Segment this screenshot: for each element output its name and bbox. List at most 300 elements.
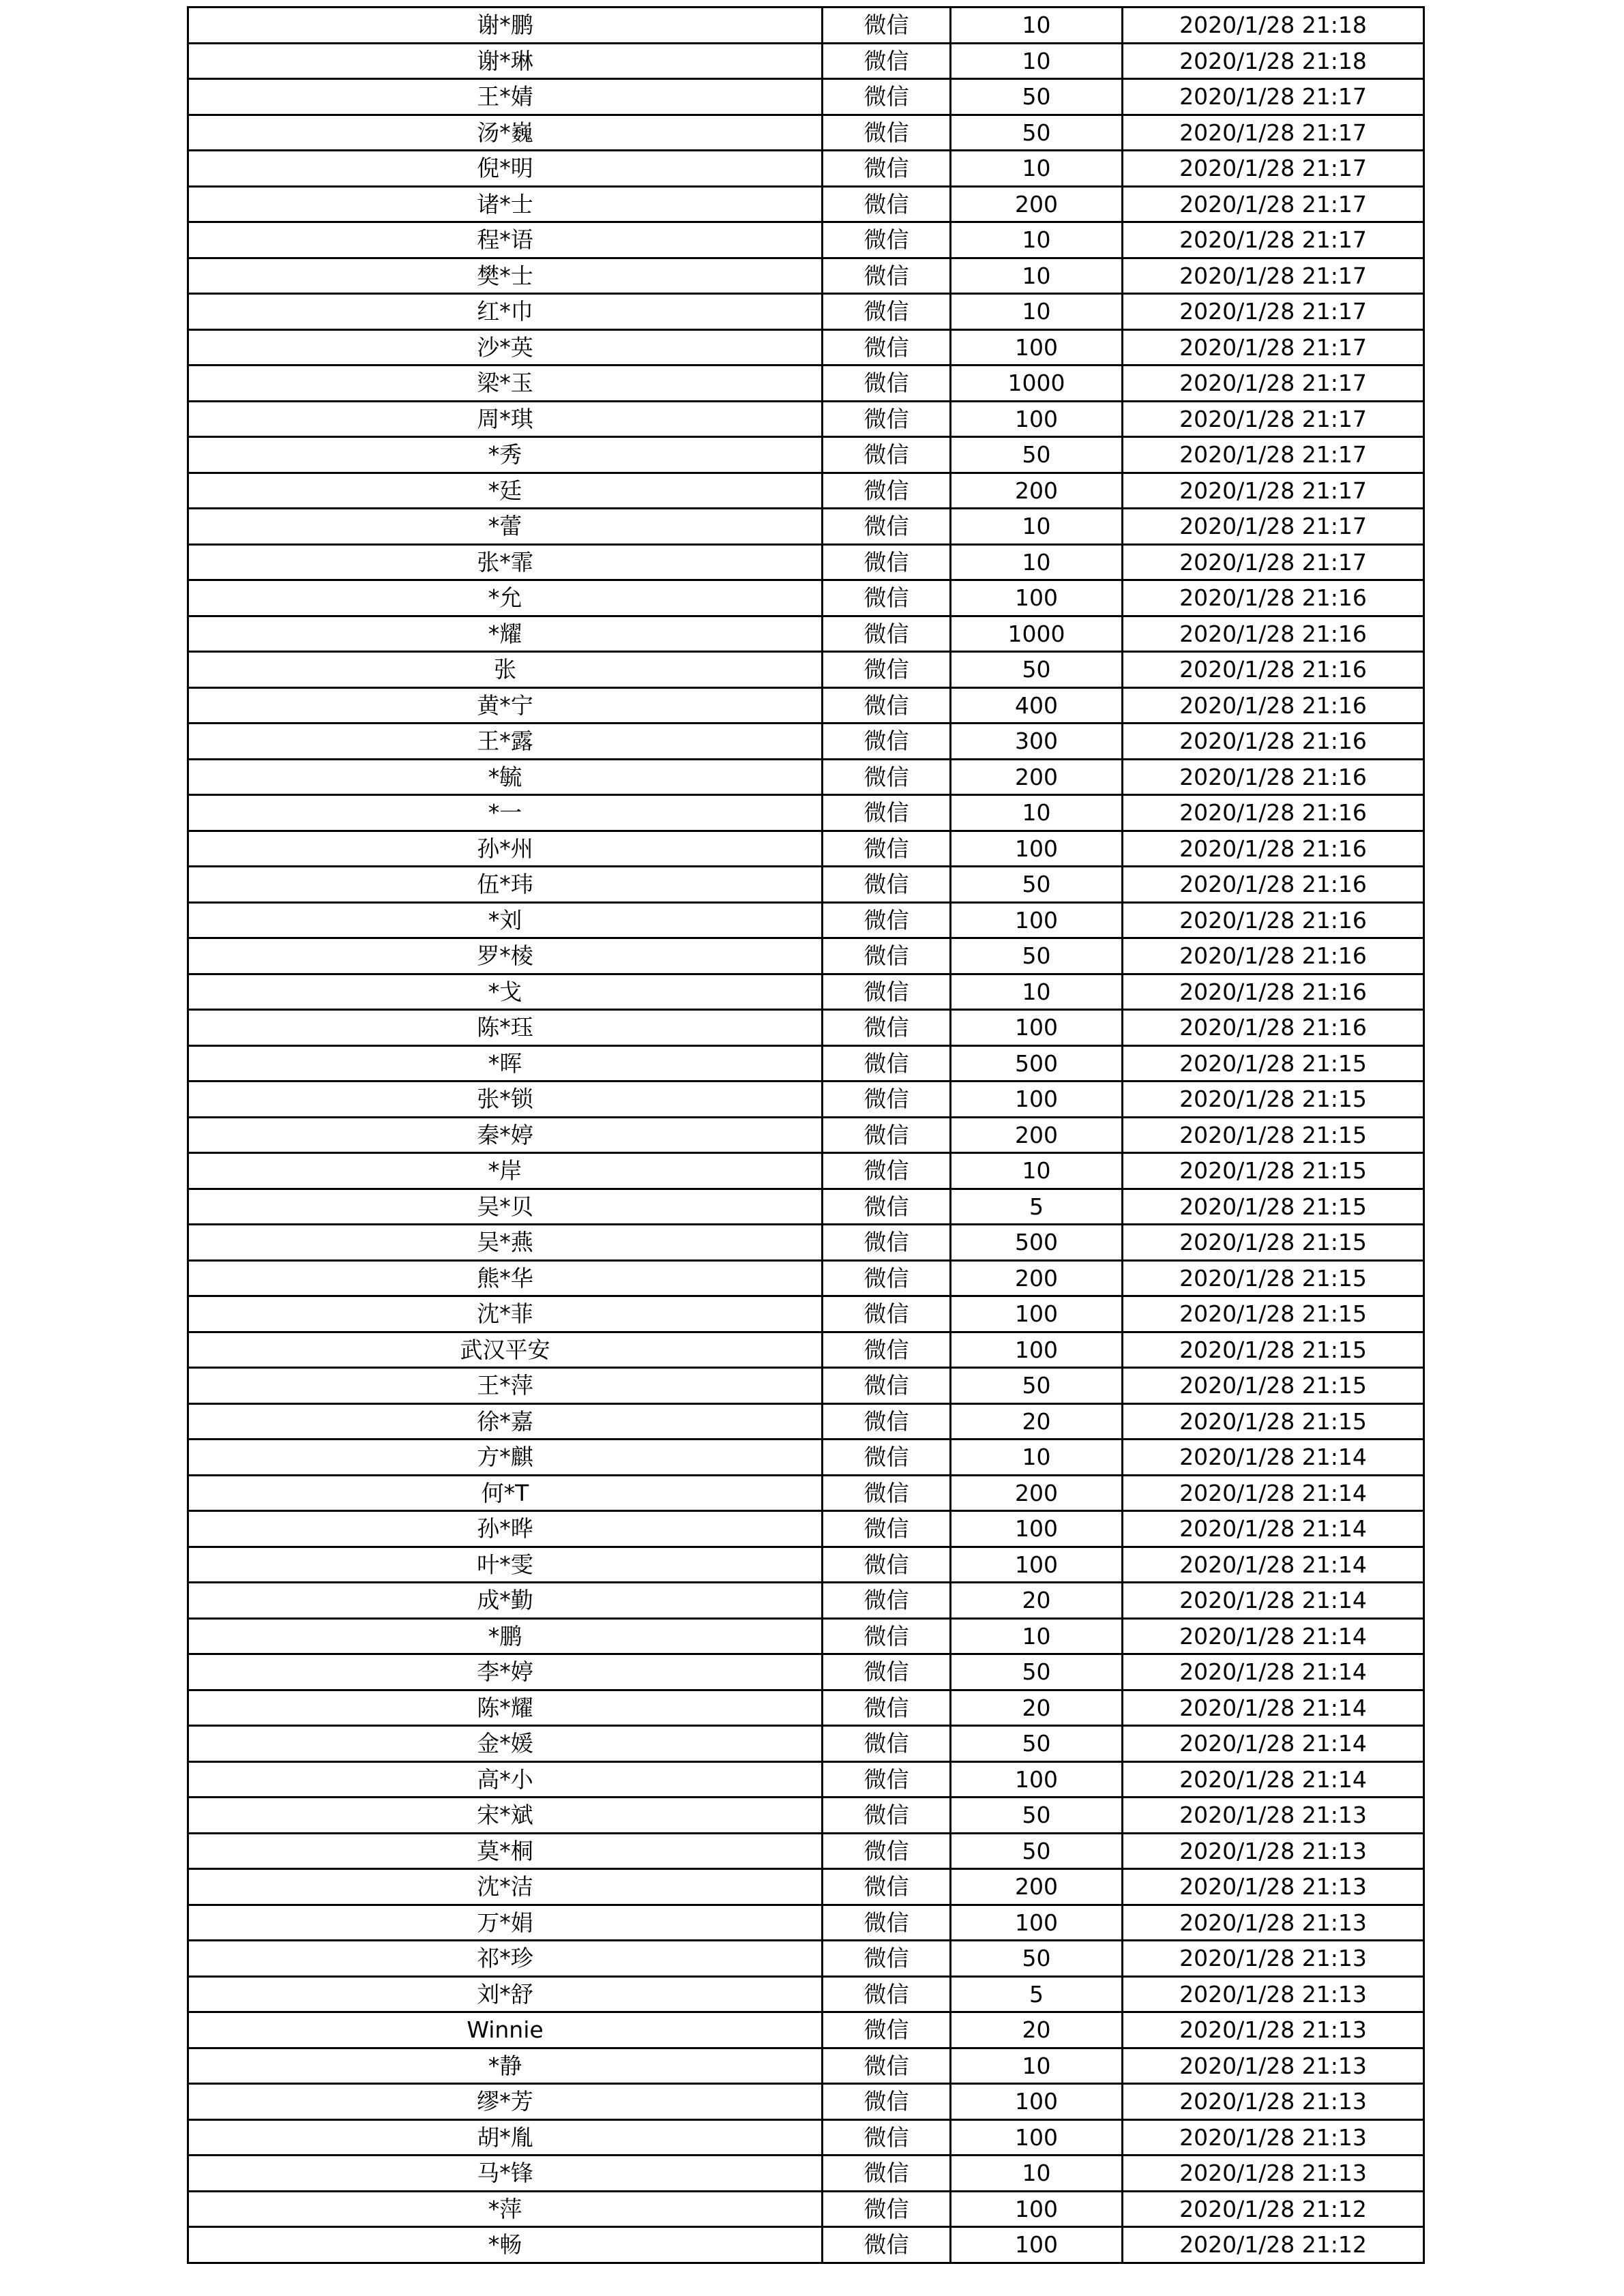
timestamp-cell: 2020/1/28 21:13	[1123, 2084, 1424, 2120]
table-row	[188, 509, 1424, 545]
timestamp-cell: 2020/1/28 21:16	[1123, 580, 1424, 616]
donor-name-cell: *耀	[188, 616, 823, 652]
payment-channel-cell: 微信	[823, 1153, 951, 1189]
payment-channel-cell: 微信	[823, 1654, 951, 1690]
amount-cell: 10	[951, 2048, 1123, 2084]
amount-cell: 50	[951, 1726, 1123, 1762]
donor-name-cell: *刘	[188, 902, 823, 938]
donor-name-cell: 王*露	[188, 724, 823, 760]
payment-channel-cell: 微信	[823, 2048, 951, 2084]
donor-name-cell: 孙*州	[188, 831, 823, 867]
timestamp-cell: 2020/1/28 21:17	[1123, 401, 1424, 437]
table-row	[188, 1225, 1424, 1261]
table-row	[188, 1475, 1424, 1511]
amount-cell: 10	[951, 258, 1123, 294]
amount-cell: 10	[951, 509, 1123, 545]
table-row	[188, 724, 1424, 760]
table-row	[188, 2048, 1424, 2084]
donor-name-cell: *允	[188, 580, 823, 616]
amount-cell: 50	[951, 79, 1123, 115]
amount-cell: 5	[951, 1976, 1123, 2012]
payment-channel-cell: 微信	[823, 1761, 951, 1798]
donor-name-cell: 成*勤	[188, 1583, 823, 1619]
amount-cell: 100	[951, 902, 1123, 938]
payment-channel-cell: 微信	[823, 1690, 951, 1726]
payment-channel-cell: 微信	[823, 902, 951, 938]
amount-cell: 10	[951, 544, 1123, 580]
timestamp-cell: 2020/1/28 21:15	[1123, 1189, 1424, 1225]
amount-cell: 100	[951, 1332, 1123, 1368]
table-row	[188, 2084, 1424, 2120]
payment-channel-cell: 微信	[823, 1583, 951, 1619]
timestamp-cell: 2020/1/28 21:17	[1123, 151, 1424, 187]
timestamp-cell: 2020/1/28 21:16	[1123, 687, 1424, 724]
amount-cell: 300	[951, 724, 1123, 760]
donor-name-cell: 叶*雯	[188, 1547, 823, 1583]
payment-channel-cell: 微信	[823, 1117, 951, 1153]
donor-name-cell: 徐*嘉	[188, 1403, 823, 1440]
table-row	[188, 1618, 1424, 1654]
amount-cell: 10	[951, 43, 1123, 79]
donor-name-cell: *一	[188, 795, 823, 831]
amount-cell: 200	[951, 1117, 1123, 1153]
amount-cell: 100	[951, 1761, 1123, 1798]
amount-cell: 100	[951, 1082, 1123, 1118]
timestamp-cell: 2020/1/28 21:13	[1123, 1905, 1424, 1941]
amount-cell: 500	[951, 1045, 1123, 1082]
table-row	[188, 2227, 1424, 2263]
timestamp-cell: 2020/1/28 21:16	[1123, 902, 1424, 938]
timestamp-cell: 2020/1/28 21:16	[1123, 1010, 1424, 1046]
amount-cell: 50	[951, 1833, 1123, 1869]
donor-name-cell: 缪*芳	[188, 2084, 823, 2120]
amount-cell: 200	[951, 759, 1123, 795]
amount-cell: 200	[951, 1260, 1123, 1296]
amount-cell: 200	[951, 473, 1123, 509]
payment-channel-cell: 微信	[823, 2227, 951, 2263]
payment-channel-cell: 微信	[823, 186, 951, 222]
timestamp-cell: 2020/1/28 21:18	[1123, 43, 1424, 79]
timestamp-cell: 2020/1/28 21:17	[1123, 437, 1424, 473]
donor-name-cell: 吴*贝	[188, 1189, 823, 1225]
donor-name-cell: 陈*珏	[188, 1010, 823, 1046]
payment-channel-cell: 微信	[823, 1010, 951, 1046]
amount-cell: 5	[951, 1189, 1123, 1225]
amount-cell: 10	[951, 974, 1123, 1010]
table-row	[188, 8, 1424, 44]
timestamp-cell: 2020/1/28 21:17	[1123, 115, 1424, 151]
donor-name-cell: 红*巾	[188, 294, 823, 330]
table-row	[188, 902, 1424, 938]
timestamp-cell: 2020/1/28 21:13	[1123, 2156, 1424, 2192]
payment-channel-cell: 微信	[823, 329, 951, 366]
amount-cell: 1000	[951, 366, 1123, 402]
timestamp-cell: 2020/1/28 21:15	[1123, 1332, 1424, 1368]
table-row	[188, 1726, 1424, 1762]
payment-channel-cell: 微信	[823, 1260, 951, 1296]
donor-name-cell: *毓	[188, 759, 823, 795]
amount-cell: 10	[951, 294, 1123, 330]
payment-channel-cell: 微信	[823, 1833, 951, 1869]
table-row	[188, 1833, 1424, 1869]
timestamp-cell: 2020/1/28 21:17	[1123, 222, 1424, 258]
donor-name-cell: *畅	[188, 2227, 823, 2263]
table-row	[188, 867, 1424, 903]
donor-name-cell: 陈*耀	[188, 1690, 823, 1726]
donor-name-cell: 何*T	[188, 1475, 823, 1511]
table-row	[188, 1368, 1424, 1404]
table-row	[188, 1941, 1424, 1977]
donor-name-cell: 万*娟	[188, 1905, 823, 1941]
table-row	[188, 329, 1424, 366]
timestamp-cell: 2020/1/28 21:12	[1123, 2191, 1424, 2227]
donor-name-cell: 方*麒	[188, 1440, 823, 1476]
timestamp-cell: 2020/1/28 21:15	[1123, 1117, 1424, 1153]
timestamp-cell: 2020/1/28 21:17	[1123, 544, 1424, 580]
timestamp-cell: 2020/1/28 21:14	[1123, 1761, 1424, 1798]
amount-cell: 500	[951, 1225, 1123, 1261]
timestamp-cell: 2020/1/28 21:14	[1123, 1583, 1424, 1619]
donor-name-cell: 秦*婷	[188, 1117, 823, 1153]
donor-name-cell: 沈*洁	[188, 1869, 823, 1905]
amount-cell: 100	[951, 1511, 1123, 1547]
payment-channel-cell: 微信	[823, 222, 951, 258]
table-row	[188, 115, 1424, 151]
payment-channel-cell: 微信	[823, 2191, 951, 2227]
donor-name-cell: *萍	[188, 2191, 823, 2227]
timestamp-cell: 2020/1/28 21:15	[1123, 1296, 1424, 1332]
payment-channel-cell: 微信	[823, 795, 951, 831]
payment-channel-cell: 微信	[823, 1905, 951, 1941]
payment-channel-cell: 微信	[823, 1798, 951, 1834]
payment-channel-cell: 微信	[823, 1225, 951, 1261]
timestamp-cell: 2020/1/28 21:18	[1123, 8, 1424, 44]
payment-channel-cell: 微信	[823, 1045, 951, 1082]
donor-name-cell: *戈	[188, 974, 823, 1010]
table-row	[188, 43, 1424, 79]
table-row	[188, 2156, 1424, 2192]
payment-channel-cell: 微信	[823, 43, 951, 79]
timestamp-cell: 2020/1/28 21:12	[1123, 2227, 1424, 2263]
table-row	[188, 687, 1424, 724]
payment-channel-cell: 微信	[823, 1976, 951, 2012]
donor-name-cell: *晖	[188, 1045, 823, 1082]
timestamp-cell: 2020/1/28 21:16	[1123, 759, 1424, 795]
amount-cell: 100	[951, 1296, 1123, 1332]
amount-cell: 100	[951, 580, 1123, 616]
donation-rows	[188, 8, 1424, 2263]
amount-cell: 10	[951, 795, 1123, 831]
donation-table	[187, 6, 1425, 2264]
amount-cell: 100	[951, 2084, 1123, 2120]
amount-cell: 200	[951, 1869, 1123, 1905]
timestamp-cell: 2020/1/28 21:16	[1123, 795, 1424, 831]
donor-name-cell: *静	[188, 2048, 823, 2084]
payment-channel-cell: 微信	[823, 831, 951, 867]
payment-channel-cell: 微信	[823, 473, 951, 509]
donor-name-cell: 沙*英	[188, 329, 823, 366]
payment-channel-cell: 微信	[823, 1440, 951, 1476]
donor-name-cell: 吴*燕	[188, 1225, 823, 1261]
payment-channel-cell: 微信	[823, 1869, 951, 1905]
table-row	[188, 1583, 1424, 1619]
table-row	[188, 1117, 1424, 1153]
table-row	[188, 759, 1424, 795]
table-row	[188, 1798, 1424, 1834]
donor-name-cell: 周*琪	[188, 401, 823, 437]
timestamp-cell: 2020/1/28 21:14	[1123, 1440, 1424, 1476]
donor-name-cell: 马*锋	[188, 2156, 823, 2192]
amount-cell: 100	[951, 2227, 1123, 2263]
table-row	[188, 437, 1424, 473]
donor-name-cell: *岸	[188, 1153, 823, 1189]
table-row	[188, 79, 1424, 115]
amount-cell: 100	[951, 1547, 1123, 1583]
table-row	[188, 831, 1424, 867]
timestamp-cell: 2020/1/28 21:13	[1123, 2048, 1424, 2084]
donor-name-cell: 罗*棱	[188, 938, 823, 974]
timestamp-cell: 2020/1/28 21:14	[1123, 1511, 1424, 1547]
table-row	[188, 1189, 1424, 1225]
donor-name-cell: 沈*菲	[188, 1296, 823, 1332]
amount-cell: 10	[951, 1440, 1123, 1476]
amount-cell: 50	[951, 652, 1123, 688]
payment-channel-cell: 微信	[823, 759, 951, 795]
timestamp-cell: 2020/1/28 21:17	[1123, 329, 1424, 366]
donor-name-cell: 程*语	[188, 222, 823, 258]
timestamp-cell: 2020/1/28 21:15	[1123, 1260, 1424, 1296]
timestamp-cell: 2020/1/28 21:17	[1123, 186, 1424, 222]
table-row	[188, 2191, 1424, 2227]
timestamp-cell: 2020/1/28 21:16	[1123, 974, 1424, 1010]
payment-channel-cell: 微信	[823, 544, 951, 580]
donor-name-cell: 熊*华	[188, 1260, 823, 1296]
donor-name-cell: 梁*玉	[188, 366, 823, 402]
amount-cell: 20	[951, 1403, 1123, 1440]
donor-name-cell: *廷	[188, 473, 823, 509]
donor-name-cell: 张*锁	[188, 1082, 823, 1118]
donor-name-cell: 张*霏	[188, 544, 823, 580]
amount-cell: 100	[951, 2119, 1123, 2156]
payment-channel-cell: 微信	[823, 2119, 951, 2156]
amount-cell: 20	[951, 2012, 1123, 2048]
donor-name-cell: 诸*士	[188, 186, 823, 222]
timestamp-cell: 2020/1/28 21:17	[1123, 509, 1424, 545]
table-row	[188, 1010, 1424, 1046]
payment-channel-cell: 微信	[823, 8, 951, 44]
payment-channel-cell: 微信	[823, 1296, 951, 1332]
payment-channel-cell: 微信	[823, 151, 951, 187]
table-row	[188, 1332, 1424, 1368]
amount-cell: 10	[951, 1153, 1123, 1189]
timestamp-cell: 2020/1/28 21:14	[1123, 1618, 1424, 1654]
timestamp-cell: 2020/1/28 21:14	[1123, 1475, 1424, 1511]
donor-name-cell: 金*媛	[188, 1726, 823, 1762]
amount-cell: 50	[951, 437, 1123, 473]
table-row	[188, 795, 1424, 831]
donor-name-cell: 孙*晔	[188, 1511, 823, 1547]
payment-channel-cell: 微信	[823, 616, 951, 652]
table-row	[188, 616, 1424, 652]
donor-name-cell: 武汉平安	[188, 1332, 823, 1368]
amount-cell: 400	[951, 687, 1123, 724]
table-row	[188, 186, 1424, 222]
table-row	[188, 1905, 1424, 1941]
timestamp-cell: 2020/1/28 21:13	[1123, 1976, 1424, 2012]
payment-channel-cell: 微信	[823, 509, 951, 545]
timestamp-cell: 2020/1/28 21:16	[1123, 616, 1424, 652]
table-row	[188, 1260, 1424, 1296]
timestamp-cell: 2020/1/28 21:13	[1123, 1941, 1424, 1977]
table-row	[188, 222, 1424, 258]
amount-cell: 100	[951, 831, 1123, 867]
payment-channel-cell: 微信	[823, 258, 951, 294]
amount-cell: 10	[951, 1618, 1123, 1654]
timestamp-cell: 2020/1/28 21:15	[1123, 1225, 1424, 1261]
donor-name-cell: 王*萍	[188, 1368, 823, 1404]
table-row	[188, 1511, 1424, 1547]
timestamp-cell: 2020/1/28 21:13	[1123, 2119, 1424, 2156]
timestamp-cell: 2020/1/28 21:14	[1123, 1726, 1424, 1762]
timestamp-cell: 2020/1/28 21:15	[1123, 1403, 1424, 1440]
payment-channel-cell: 微信	[823, 1082, 951, 1118]
payment-channel-cell: 微信	[823, 437, 951, 473]
timestamp-cell: 2020/1/28 21:13	[1123, 2012, 1424, 2048]
amount-cell: 100	[951, 1905, 1123, 1941]
table-row	[188, 1654, 1424, 1690]
donor-name-cell: 汤*巍	[188, 115, 823, 151]
amount-cell: 20	[951, 1583, 1123, 1619]
donor-name-cell: 莫*桐	[188, 1833, 823, 1869]
payment-channel-cell: 微信	[823, 1511, 951, 1547]
payment-channel-cell: 微信	[823, 1189, 951, 1225]
table-row	[188, 974, 1424, 1010]
payment-channel-cell: 微信	[823, 974, 951, 1010]
donor-name-cell: 李*婷	[188, 1654, 823, 1690]
amount-cell: 100	[951, 329, 1123, 366]
amount-cell: 100	[951, 401, 1123, 437]
timestamp-cell: 2020/1/28 21:15	[1123, 1082, 1424, 1118]
table-row	[188, 1761, 1424, 1798]
table-row	[188, 473, 1424, 509]
timestamp-cell: 2020/1/28 21:16	[1123, 831, 1424, 867]
payment-channel-cell: 微信	[823, 1941, 951, 1977]
timestamp-cell: 2020/1/28 21:17	[1123, 258, 1424, 294]
amount-cell: 200	[951, 186, 1123, 222]
amount-cell: 10	[951, 222, 1123, 258]
donor-name-cell: *蕾	[188, 509, 823, 545]
table-row	[188, 1690, 1424, 1726]
donor-name-cell: 胡*胤	[188, 2119, 823, 2156]
payment-channel-cell: 微信	[823, 1368, 951, 1404]
table-row	[188, 258, 1424, 294]
payment-channel-cell: 微信	[823, 115, 951, 151]
timestamp-cell: 2020/1/28 21:17	[1123, 473, 1424, 509]
table-row	[188, 1153, 1424, 1189]
donor-name-cell: 高*小	[188, 1761, 823, 1798]
amount-cell: 50	[951, 1654, 1123, 1690]
donor-name-cell: 刘*舒	[188, 1976, 823, 2012]
table-row	[188, 1045, 1424, 1082]
timestamp-cell: 2020/1/28 21:14	[1123, 1547, 1424, 1583]
amount-cell: 1000	[951, 616, 1123, 652]
payment-channel-cell: 微信	[823, 1618, 951, 1654]
table-row	[188, 1296, 1424, 1332]
payment-channel-cell: 微信	[823, 401, 951, 437]
payment-channel-cell: 微信	[823, 938, 951, 974]
timestamp-cell: 2020/1/28 21:14	[1123, 1690, 1424, 1726]
payment-channel-cell: 微信	[823, 366, 951, 402]
donor-name-cell: 王*婧	[188, 79, 823, 115]
payment-channel-cell: 微信	[823, 1475, 951, 1511]
payment-channel-cell: 微信	[823, 79, 951, 115]
payment-channel-cell: 微信	[823, 1332, 951, 1368]
donor-name-cell: *鹏	[188, 1618, 823, 1654]
timestamp-cell: 2020/1/28 21:17	[1123, 79, 1424, 115]
amount-cell: 200	[951, 1475, 1123, 1511]
table-row	[188, 1082, 1424, 1118]
payment-channel-cell: 微信	[823, 2012, 951, 2048]
table-row	[188, 2119, 1424, 2156]
table-row	[188, 580, 1424, 616]
donor-name-cell: 伍*玮	[188, 867, 823, 903]
amount-cell: 50	[951, 938, 1123, 974]
table-row	[188, 1869, 1424, 1905]
payment-channel-cell: 微信	[823, 1547, 951, 1583]
donor-name-cell: 张	[188, 652, 823, 688]
donor-name-cell: 樊*士	[188, 258, 823, 294]
payment-channel-cell: 微信	[823, 867, 951, 903]
timestamp-cell: 2020/1/28 21:15	[1123, 1153, 1424, 1189]
donor-name-cell: 祁*珍	[188, 1941, 823, 1977]
timestamp-cell: 2020/1/28 21:14	[1123, 1654, 1424, 1690]
donor-name-cell: 宋*斌	[188, 1798, 823, 1834]
table-row	[188, 2012, 1424, 2048]
table-row	[188, 544, 1424, 580]
timestamp-cell: 2020/1/28 21:15	[1123, 1368, 1424, 1404]
donor-name-cell: 谢*琳	[188, 43, 823, 79]
payment-channel-cell: 微信	[823, 2156, 951, 2192]
table-row	[188, 652, 1424, 688]
payment-channel-cell: 微信	[823, 724, 951, 760]
amount-cell: 20	[951, 1690, 1123, 1726]
timestamp-cell: 2020/1/28 21:16	[1123, 938, 1424, 974]
table-row	[188, 938, 1424, 974]
payment-channel-cell: 微信	[823, 1726, 951, 1762]
timestamp-cell: 2020/1/28 21:13	[1123, 1833, 1424, 1869]
table-row	[188, 294, 1424, 330]
timestamp-cell: 2020/1/28 21:13	[1123, 1869, 1424, 1905]
donor-name-cell: 倪*明	[188, 151, 823, 187]
payment-channel-cell: 微信	[823, 1403, 951, 1440]
amount-cell: 50	[951, 1368, 1123, 1404]
timestamp-cell: 2020/1/28 21:16	[1123, 652, 1424, 688]
amount-cell: 50	[951, 1798, 1123, 1834]
payment-channel-cell: 微信	[823, 687, 951, 724]
payment-channel-cell: 微信	[823, 652, 951, 688]
amount-cell: 50	[951, 867, 1123, 903]
amount-cell: 10	[951, 151, 1123, 187]
timestamp-cell: 2020/1/28 21:15	[1123, 1045, 1424, 1082]
amount-cell: 50	[951, 115, 1123, 151]
payment-channel-cell: 微信	[823, 2084, 951, 2120]
amount-cell: 10	[951, 2156, 1123, 2192]
amount-cell: 50	[951, 1941, 1123, 1977]
timestamp-cell: 2020/1/28 21:17	[1123, 294, 1424, 330]
table-row	[188, 151, 1424, 187]
donor-name-cell: *秀	[188, 437, 823, 473]
timestamp-cell: 2020/1/28 21:16	[1123, 867, 1424, 903]
